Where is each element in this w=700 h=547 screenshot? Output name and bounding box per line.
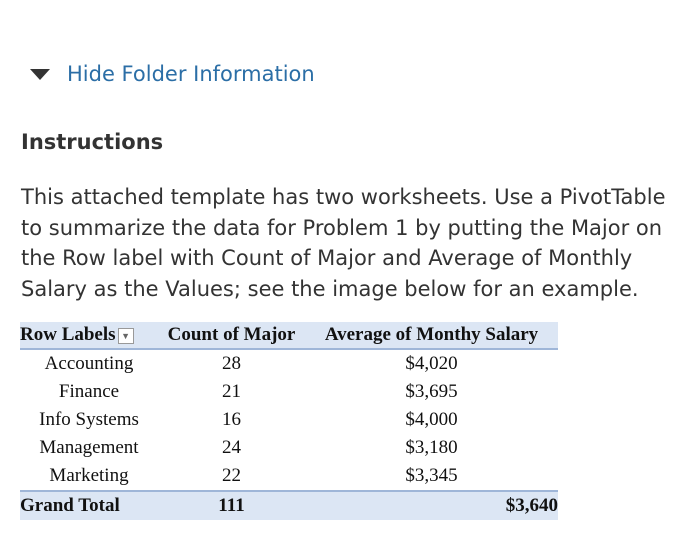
- grand-total-row: [20, 491, 558, 520]
- row-count: 16: [222, 409, 241, 430]
- filter-dropdown-icon: ▼: [118, 328, 134, 344]
- table-row: [20, 462, 558, 491]
- table-row: [20, 434, 558, 462]
- pivot-table-image: [20, 322, 558, 520]
- row-count: 24: [222, 437, 241, 458]
- row-label: Management: [39, 437, 139, 458]
- total-average: $3,640: [305, 491, 558, 520]
- row-average: $4,000: [405, 409, 458, 430]
- row-label: Info Systems: [39, 409, 139, 430]
- header-average: Average of Monthy Salary: [305, 322, 558, 349]
- table-row: [20, 349, 558, 378]
- hide-folder-information-link[interactable]: [30, 62, 315, 86]
- row-label: Marketing: [49, 465, 129, 486]
- header-count: Count of Major: [158, 322, 305, 349]
- instructions-heading: Instructions: [21, 130, 164, 154]
- instructions-text: This attached template has two worksheets. Use a PivotTable to summarize the data for Problem 1 by putting the Major on the Row label with Count of Major and Average of Monthly Salary as the Values; see the image below for an example.: [21, 185, 666, 301]
- row-count: 22: [222, 465, 241, 486]
- row-average: $3,180: [405, 437, 458, 458]
- hide-folder-information-label: Hide Folder Information: [67, 62, 315, 86]
- total-label: Grand Total: [20, 491, 158, 520]
- table-row: [20, 378, 558, 406]
- total-count: 111: [158, 491, 305, 520]
- row-average: $3,695: [405, 381, 458, 402]
- table-row: [20, 406, 558, 434]
- header-row-labels: Row Labels ▼: [20, 322, 158, 349]
- row-average: $3,345: [405, 465, 458, 486]
- row-label: Accounting: [44, 353, 134, 374]
- row-average: $4,020: [405, 353, 458, 374]
- triangle-down-icon: [30, 69, 50, 80]
- row-count: 28: [222, 353, 241, 374]
- row-count: 21: [222, 381, 241, 402]
- row-label: Finance: [58, 381, 120, 402]
